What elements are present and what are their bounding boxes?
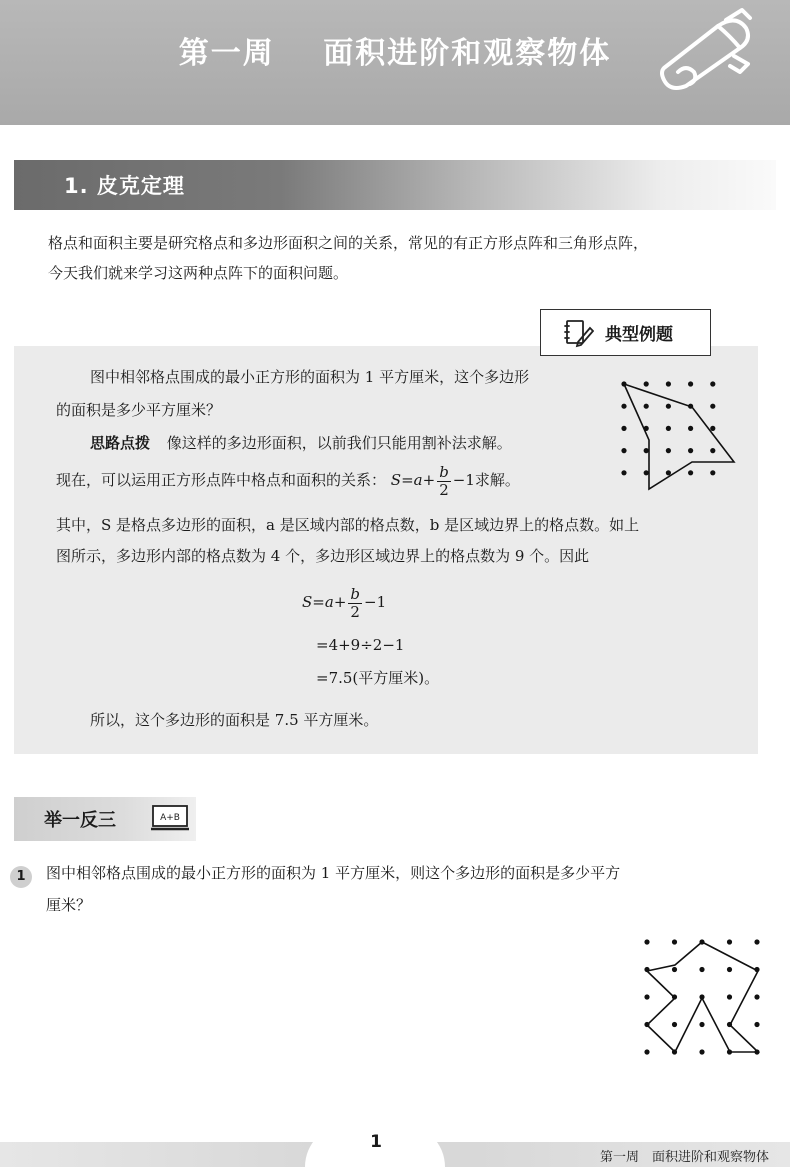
lattice-dot	[621, 470, 626, 475]
example-question-line-2: 的面积是多少平方厘米？	[56, 401, 222, 419]
lattice-dot	[644, 994, 649, 999]
intro-line-1: 格点和面积主要是研究格点和多边形面积之间的关系，常见的有正方形点阵和三角形点阵，	[48, 234, 649, 252]
running-title: 第一周 面积进阶和观察物体	[600, 1150, 770, 1165]
lattice-dot	[672, 1022, 677, 1027]
calc-fraction	[348, 586, 362, 621]
lattice-dot	[727, 994, 732, 999]
practice-label: 举一反三	[44, 810, 116, 831]
calc-s: S	[302, 593, 313, 611]
lattice-dot	[727, 939, 732, 944]
lattice-dot	[710, 470, 715, 475]
lattice-dot	[754, 1022, 759, 1027]
page-number: 1	[370, 1132, 382, 1152]
calc-denominator: 2	[350, 602, 360, 621]
lattice-dot	[644, 448, 649, 453]
lattice-dot	[644, 381, 649, 386]
calc-numerator: b	[350, 584, 360, 603]
lattice-dot	[621, 448, 626, 453]
question-number-badge: 1	[10, 866, 32, 888]
calc-eq: =	[312, 593, 325, 611]
scroll-icon	[656, 6, 756, 92]
explain-line-2: 图所示，多边形内部的格点数为 4 个，多边形区域边界上的格点数为 9 个。因此	[56, 547, 590, 565]
example-tag-label: 典型例题	[605, 325, 673, 345]
lattice-dot	[621, 404, 626, 409]
formula-minus-one: −1	[452, 471, 475, 489]
fraction-denominator: 2	[439, 480, 449, 499]
pick-formula-line	[56, 460, 520, 500]
lattice-dot	[688, 470, 693, 475]
lattice-dot	[644, 1049, 649, 1054]
lattice-dot	[666, 426, 671, 431]
lattice-dot	[644, 470, 649, 475]
lattice-dot	[754, 994, 759, 999]
lattice-dot	[727, 967, 732, 972]
calc-minus-one: −1	[364, 593, 387, 611]
lattice-dot	[688, 381, 693, 386]
section-title: 1. 皮克定理	[64, 174, 185, 198]
intro-line-2: 今天我们就来学习这两种点阵下的面积问题。	[48, 264, 349, 282]
formula-eq: =	[401, 471, 414, 489]
formula-fraction	[437, 464, 451, 499]
chalkboard-text: A+B	[160, 813, 180, 823]
polygon-outline	[624, 384, 734, 489]
lattice-dot	[666, 381, 671, 386]
lattice-dot	[710, 426, 715, 431]
pick-suffix: 求解。	[474, 471, 520, 489]
lattice-dot	[699, 1022, 704, 1027]
example-question-line-1: 图中相邻格点围成的最小正方形的面积为 1 平方厘米，这个多边形	[90, 368, 530, 386]
explain-line-1: 其中，S 是格点多边形的面积，a 是区域内部的格点数，b 是区域边界上的格点数。如上	[56, 516, 640, 534]
calc-line-2: =4+9÷2−1	[316, 636, 405, 654]
lattice-dot	[710, 404, 715, 409]
lattice-dot	[644, 939, 649, 944]
fraction-numerator: b	[439, 462, 449, 481]
calc-a: a	[324, 593, 334, 611]
example-lattice-figure	[612, 372, 744, 500]
example-conclusion: 所以，这个多边形的面积是 7.5 平方厘米。	[90, 711, 379, 729]
practice-question-line-2: 厘米？	[46, 896, 92, 914]
pencil-notebook-icon	[564, 318, 594, 348]
lattice-dot	[699, 967, 704, 972]
hint-label: 思路点拨	[90, 434, 151, 452]
chalkboard-icon	[150, 804, 190, 832]
lattice-dot	[688, 448, 693, 453]
lattice-dot	[699, 1049, 704, 1054]
lattice-dot	[754, 939, 759, 944]
lattice-dot	[672, 939, 677, 944]
lattice-dot	[688, 426, 693, 431]
hint-text: 像这样的多边形面积，以前我们只能用割补法求解。	[166, 434, 512, 452]
lattice-dot	[621, 426, 626, 431]
chapter-name: 面积进阶和观察物体	[323, 36, 612, 71]
pick-prefix: 现在，可以运用正方形点阵中格点和面积的关系：	[56, 471, 387, 489]
formula-plus: +	[422, 471, 436, 489]
lattice-dot	[710, 381, 715, 386]
practice-question-line-1: 图中相邻格点围成的最小正方形的面积为 1 平方厘米，则这个多边形的面积是多少平方	[46, 864, 621, 882]
formula-a: a	[413, 471, 423, 489]
lattice-dot	[666, 404, 671, 409]
chapter-week: 第一周	[178, 36, 275, 71]
lattice-dot	[644, 404, 649, 409]
lattice-dot	[666, 448, 671, 453]
lattice-dot	[672, 967, 677, 972]
formula-s: S	[390, 471, 402, 489]
lattice-dot	[710, 448, 715, 453]
calc-line-1	[302, 582, 386, 622]
calc-plus: +	[333, 593, 347, 611]
lattice-dot	[666, 470, 671, 475]
practice-lattice-figure	[636, 930, 770, 1060]
calc-line-3: =7.5(平方厘米)。	[316, 669, 440, 687]
hint-line	[90, 432, 512, 453]
